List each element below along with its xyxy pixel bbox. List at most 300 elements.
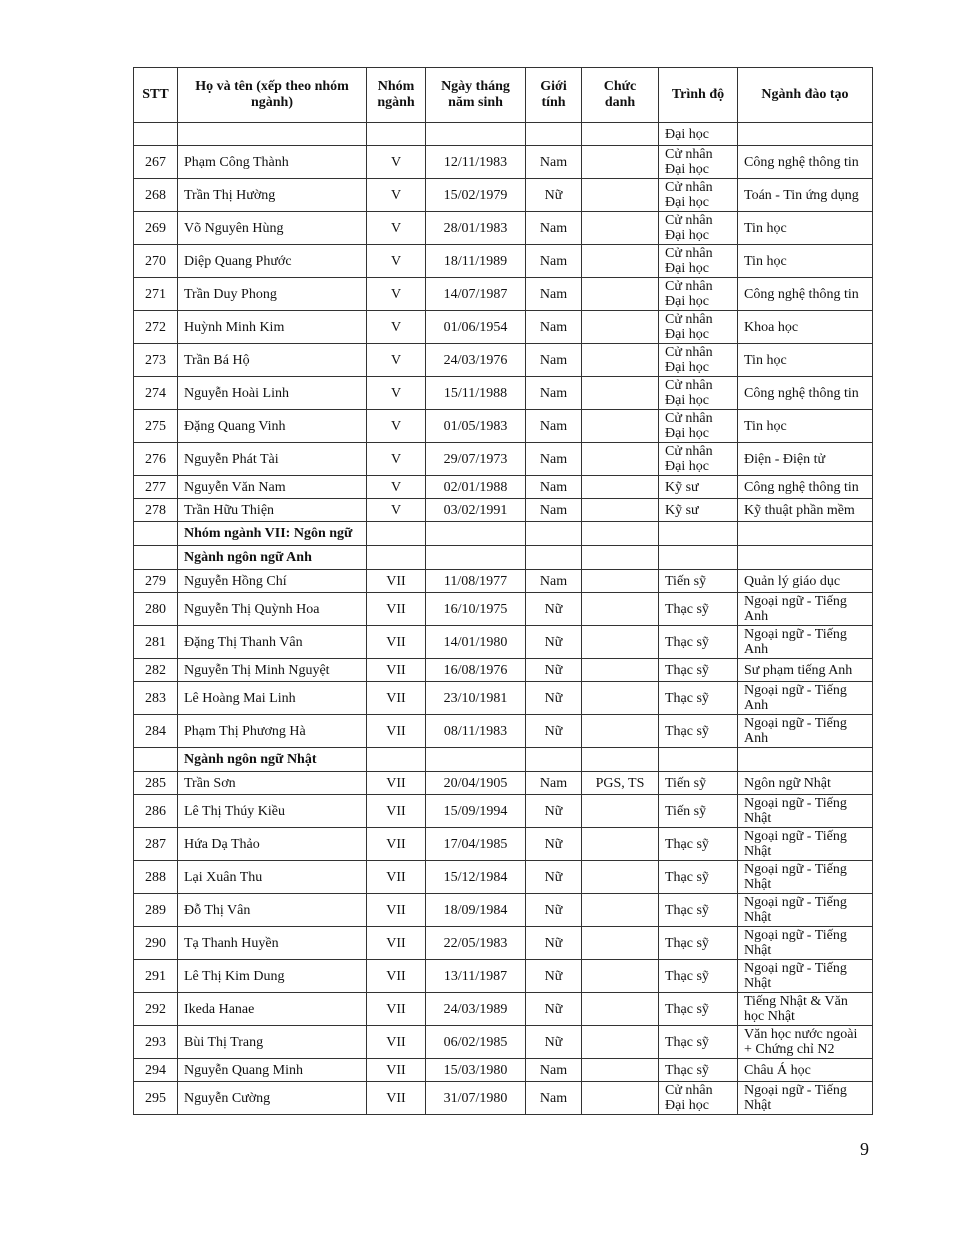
section-header-row [134,748,873,772]
table-row [134,245,873,278]
cell-stt: 272 [134,311,178,344]
cell-title [582,377,659,410]
cell-stt: 284 [134,715,178,748]
cell-title [582,593,659,626]
cell-title [582,278,659,311]
cell-dob: 14/01/1980 [426,626,526,659]
cell-level: Cử nhân Đại học [659,410,738,443]
cell-major: Ngoại ngữ - Tiếng Nhật [738,828,873,861]
cell-level: Thạc sỹ [659,1059,738,1082]
cell-gender: Nữ [526,659,582,682]
cell-stt: 283 [134,682,178,715]
cell-group: VII [367,659,426,682]
cell-stt [134,522,178,546]
cell-level: Thạc sỹ [659,682,738,715]
table-row [134,311,873,344]
cell-dob: 12/11/1983 [426,146,526,179]
cell-dob [426,522,526,546]
cell-group [367,123,426,146]
cell-title [582,179,659,212]
table-row [134,593,873,626]
cell-level: Kỹ sư [659,476,738,499]
cell-name: Nguyễn Hồng Chí [178,570,367,593]
table-row [134,179,873,212]
cell-level: Cử nhân Đại học [659,311,738,344]
cell-name: Đỗ Thị Vân [178,894,367,927]
cell-level: Thạc sỹ [659,626,738,659]
cell-stt: 288 [134,861,178,894]
cell-name: Trần Bá Hộ [178,344,367,377]
cell-major: Tin học [738,410,873,443]
cell-gender: Nam [526,245,582,278]
cell-major: Tin học [738,344,873,377]
table-row [134,1059,873,1082]
cell-stt: 291 [134,960,178,993]
table-row [134,377,873,410]
cell-title [582,626,659,659]
page-number: 9 [860,1139,869,1159]
cell-level: Tiến sỹ [659,570,738,593]
table-row [134,1026,873,1059]
cell-title [582,927,659,960]
cell-major [738,123,873,146]
cell-major [738,522,873,546]
cell-group [367,546,426,570]
cell-title [582,146,659,179]
cell-level: Thạc sỹ [659,993,738,1026]
cell-dob: 16/08/1976 [426,659,526,682]
cell-group: V [367,344,426,377]
cell-level [659,546,738,570]
cell-dob: 15/12/1984 [426,861,526,894]
cell-gender [526,123,582,146]
cell-group: V [367,311,426,344]
table-row [134,212,873,245]
header-dob: Ngày tháng năm sinh [426,68,526,123]
table-row [134,1082,873,1115]
cell-group: V [367,278,426,311]
cell-name: Bùi Thị Trang [178,1026,367,1059]
cell-name: Ngành ngôn ngữ Anh [178,546,367,570]
cell-gender: Nam [526,146,582,179]
cell-group: V [367,443,426,476]
cell-stt: 276 [134,443,178,476]
table-body [134,123,873,1115]
cell-group: V [367,476,426,499]
table-row [134,927,873,960]
cell-name: Ikeda Hanae [178,993,367,1026]
header-major: Ngành đào tạo [738,68,873,123]
cell-dob [426,123,526,146]
table-row [134,123,873,146]
cell-gender: Nữ [526,1026,582,1059]
cell-major: Châu Á học [738,1059,873,1082]
cell-major: Ngoại ngữ - Tiếng Nhật [738,927,873,960]
cell-gender: Nam [526,476,582,499]
cell-stt: 269 [134,212,178,245]
cell-group: V [367,377,426,410]
cell-dob: 02/01/1988 [426,476,526,499]
cell-dob: 14/07/1987 [426,278,526,311]
cell-name: Đặng Thị Thanh Vân [178,626,367,659]
cell-group: VII [367,626,426,659]
cell-level: Tiến sỹ [659,795,738,828]
cell-stt: 273 [134,344,178,377]
cell-gender: Nam [526,570,582,593]
cell-name: Trần Hữu Thiện [178,499,367,522]
cell-major: Quản lý giáo dục [738,570,873,593]
cell-title [582,715,659,748]
cell-dob: 16/10/1975 [426,593,526,626]
cell-major: Ngoại ngữ - Tiếng Anh [738,626,873,659]
cell-stt [134,546,178,570]
section-header-row [134,546,873,570]
table-row [134,993,873,1026]
cell-group: VII [367,960,426,993]
cell-group: VII [367,927,426,960]
cell-group: VII [367,682,426,715]
cell-group: V [367,410,426,443]
cell-gender: Nữ [526,795,582,828]
cell-name: Trần Sơn [178,772,367,795]
cell-title [582,344,659,377]
cell-major: Tin học [738,212,873,245]
table-row [134,828,873,861]
cell-level: Cử nhân Đại học [659,1082,738,1115]
cell-title [582,476,659,499]
cell-dob: 29/07/1973 [426,443,526,476]
cell-gender: Nữ [526,828,582,861]
cell-dob: 13/11/1987 [426,960,526,993]
cell-title [582,410,659,443]
cell-title [582,828,659,861]
cell-gender: Nam [526,499,582,522]
cell-dob: 18/11/1989 [426,245,526,278]
table-row [134,344,873,377]
cell-group: V [367,146,426,179]
cell-major: Tin học [738,245,873,278]
cell-gender: Nữ [526,715,582,748]
cell-title [582,682,659,715]
cell-title [582,960,659,993]
cell-level: Thạc sỹ [659,861,738,894]
cell-dob: 01/05/1983 [426,410,526,443]
table-row [134,795,873,828]
cell-name: Lại Xuân Thu [178,861,367,894]
cell-name: Nguyễn Văn Nam [178,476,367,499]
cell-title [582,546,659,570]
cell-gender: Nữ [526,894,582,927]
cell-gender [526,748,582,772]
cell-stt: 294 [134,1059,178,1082]
cell-gender: Nam [526,278,582,311]
cell-dob: 15/03/1980 [426,1059,526,1082]
cell-stt: 268 [134,179,178,212]
cell-group: VII [367,993,426,1026]
cell-level: Thạc sỹ [659,927,738,960]
cell-group: VII [367,828,426,861]
cell-stt: 271 [134,278,178,311]
table-row [134,659,873,682]
table-row [134,499,873,522]
section-header-row [134,522,873,546]
cell-level: Thạc sỹ [659,828,738,861]
cell-title [582,894,659,927]
cell-group: VII [367,1082,426,1115]
cell-title [582,212,659,245]
cell-stt: 267 [134,146,178,179]
cell-group: V [367,245,426,278]
cell-level: Cử nhân Đại học [659,377,738,410]
cell-title [582,311,659,344]
cell-title [582,993,659,1026]
cell-name: Phạm Công Thành [178,146,367,179]
cell-major: Khoa học [738,311,873,344]
cell-name [178,123,367,146]
cell-dob: 01/06/1954 [426,311,526,344]
cell-dob: 15/11/1988 [426,377,526,410]
cell-gender: Nam [526,212,582,245]
cell-level [659,522,738,546]
header-title: Chức danh [582,68,659,123]
cell-major: Công nghệ thông tin [738,377,873,410]
header-name: Họ và tên (xếp theo nhóm ngành) [178,68,367,123]
table-row [134,146,873,179]
cell-gender: Nữ [526,993,582,1026]
cell-gender: Nam [526,1059,582,1082]
table-row [134,715,873,748]
cell-stt: 287 [134,828,178,861]
cell-dob: 28/01/1983 [426,212,526,245]
cell-major: Công nghệ thông tin [738,476,873,499]
cell-major: Ngoại ngữ - Tiếng Nhật [738,795,873,828]
cell-group: VII [367,772,426,795]
cell-stt: 286 [134,795,178,828]
cell-dob: 22/05/1983 [426,927,526,960]
cell-group: VII [367,1026,426,1059]
table-row [134,682,873,715]
cell-stt: 289 [134,894,178,927]
header-stt: STT [134,68,178,123]
cell-group: VII [367,894,426,927]
cell-stt: 280 [134,593,178,626]
cell-level: Cử nhân Đại học [659,179,738,212]
cell-name: Lê Thị Thúy Kiều [178,795,367,828]
table-row [134,772,873,795]
cell-group [367,522,426,546]
cell-level: Kỹ sư [659,499,738,522]
cell-name: Nhóm ngành VII: Ngôn ngữ [178,522,367,546]
cell-level: Cử nhân Đại học [659,443,738,476]
cell-group: VII [367,861,426,894]
cell-group: VII [367,715,426,748]
cell-title [582,570,659,593]
cell-major: Ngoại ngữ - Tiếng Nhật [738,894,873,927]
cell-group: V [367,212,426,245]
cell-name: Lê Hoàng Mai Linh [178,682,367,715]
cell-major: Tiếng Nhật & Văn học Nhật [738,993,873,1026]
cell-gender: Nữ [526,861,582,894]
cell-major: Công nghệ thông tin [738,146,873,179]
cell-group: VII [367,1059,426,1082]
cell-name: Nguyễn Cường [178,1082,367,1115]
cell-level: Thạc sỹ [659,960,738,993]
cell-title [582,1059,659,1082]
cell-stt: 279 [134,570,178,593]
cell-name: Đặng Quang Vinh [178,410,367,443]
cell-dob: 20/04/1905 [426,772,526,795]
cell-dob: 23/10/1981 [426,682,526,715]
cell-major: Ngoại ngữ - Tiếng Anh [738,682,873,715]
cell-name: Hứa Dạ Thảo [178,828,367,861]
cell-major: Điện - Điện tử [738,443,873,476]
cell-name: Nguyễn Thị Quỳnh Hoa [178,593,367,626]
cell-group: VII [367,570,426,593]
cell-group: VII [367,593,426,626]
cell-level: Cử nhân Đại học [659,344,738,377]
header-gender: Giới tính [526,68,582,123]
cell-level: Cử nhân Đại học [659,146,738,179]
cell-stt: 290 [134,927,178,960]
cell-dob: 17/04/1985 [426,828,526,861]
cell-stt: 295 [134,1082,178,1115]
table-header-row [134,68,873,123]
cell-group [367,748,426,772]
cell-name: Lê Thị Kim Dung [178,960,367,993]
cell-stt: 274 [134,377,178,410]
cell-dob: 08/11/1983 [426,715,526,748]
cell-major: Văn học nước ngoài + Chứng chỉ N2 [738,1026,873,1059]
cell-title [582,522,659,546]
cell-group: V [367,499,426,522]
cell-dob: 15/02/1979 [426,179,526,212]
table-row [134,410,873,443]
cell-name: Võ Nguyên Hùng [178,212,367,245]
cell-major: Toán - Tin ứng dụng [738,179,873,212]
table-row [134,861,873,894]
cell-dob [426,748,526,772]
cell-level: Thạc sỹ [659,593,738,626]
cell-title [582,659,659,682]
cell-level: Thạc sỹ [659,1026,738,1059]
cell-name: Ngành ngôn ngữ Nhật [178,748,367,772]
cell-major: Ngoại ngữ - Tiếng Nhật [738,960,873,993]
cell-dob: 24/03/1989 [426,993,526,1026]
cell-dob: 15/09/1994 [426,795,526,828]
cell-gender [526,546,582,570]
table-row [134,894,873,927]
cell-stt: 282 [134,659,178,682]
cell-title [582,795,659,828]
cell-stt: 285 [134,772,178,795]
cell-gender: Nam [526,443,582,476]
header-level: Trình độ [659,68,738,123]
cell-gender: Nữ [526,927,582,960]
cell-name: Tạ Thanh Huyền [178,927,367,960]
cell-gender: Nữ [526,593,582,626]
cell-major: Ngoại ngữ - Tiếng Nhật [738,861,873,894]
cell-title [582,123,659,146]
cell-major [738,748,873,772]
cell-major: Công nghệ thông tin [738,278,873,311]
cell-stt [134,748,178,772]
header-group: Nhóm ngành [367,68,426,123]
cell-gender: Nữ [526,682,582,715]
cell-group: VII [367,795,426,828]
cell-major: Sư phạm tiếng Anh [738,659,873,682]
cell-major: Ngoại ngữ - Tiếng Anh [738,593,873,626]
cell-major: Ngoại ngữ - Tiếng Nhật [738,1082,873,1115]
cell-major: Ngôn ngữ Nhật [738,772,873,795]
cell-name: Nguyễn Quang Minh [178,1059,367,1082]
cell-name: Huỳnh Minh Kim [178,311,367,344]
cell-gender: Nam [526,311,582,344]
staff-table [133,67,873,1115]
table-row [134,278,873,311]
cell-name: Nguyễn Phát Tài [178,443,367,476]
table-row [134,570,873,593]
cell-major [738,546,873,570]
cell-stt [134,123,178,146]
cell-title [582,499,659,522]
cell-level: Cử nhân Đại học [659,245,738,278]
cell-gender [526,522,582,546]
cell-stt: 277 [134,476,178,499]
cell-gender: Nam [526,772,582,795]
table-row [134,960,873,993]
cell-gender: Nữ [526,626,582,659]
cell-stt: 292 [134,993,178,1026]
cell-level: Thạc sỹ [659,715,738,748]
cell-gender: Nữ [526,179,582,212]
cell-dob: 06/02/1985 [426,1026,526,1059]
cell-major: Ngoại ngữ - Tiếng Anh [738,715,873,748]
cell-title [582,1082,659,1115]
cell-dob: 11/08/1977 [426,570,526,593]
cell-level: Tiến sỹ [659,772,738,795]
cell-gender: Nam [526,344,582,377]
cell-group: V [367,179,426,212]
cell-name: Trần Thị Hường [178,179,367,212]
cell-dob [426,546,526,570]
table-row [134,626,873,659]
cell-level: Đại học [659,123,738,146]
cell-name: Trần Duy Phong [178,278,367,311]
cell-major: Kỹ thuật phần mềm [738,499,873,522]
cell-name: Nguyễn Thị Minh Nguyệt [178,659,367,682]
cell-title [582,443,659,476]
cell-title [582,1026,659,1059]
cell-name: Nguyễn Hoài Linh [178,377,367,410]
cell-gender: Nữ [526,960,582,993]
cell-dob: 31/07/1980 [426,1082,526,1115]
cell-level: Thạc sỹ [659,894,738,927]
cell-name: Diệp Quang Phước [178,245,367,278]
cell-title: PGS, TS [582,772,659,795]
cell-stt: 293 [134,1026,178,1059]
table-row [134,443,873,476]
cell-stt: 270 [134,245,178,278]
table-row [134,476,873,499]
cell-level: Thạc sỹ [659,659,738,682]
cell-gender: Nam [526,377,582,410]
cell-level [659,748,738,772]
cell-name: Phạm Thị Phương Hà [178,715,367,748]
cell-stt: 281 [134,626,178,659]
cell-dob: 03/02/1991 [426,499,526,522]
cell-stt: 275 [134,410,178,443]
cell-level: Cử nhân Đại học [659,212,738,245]
